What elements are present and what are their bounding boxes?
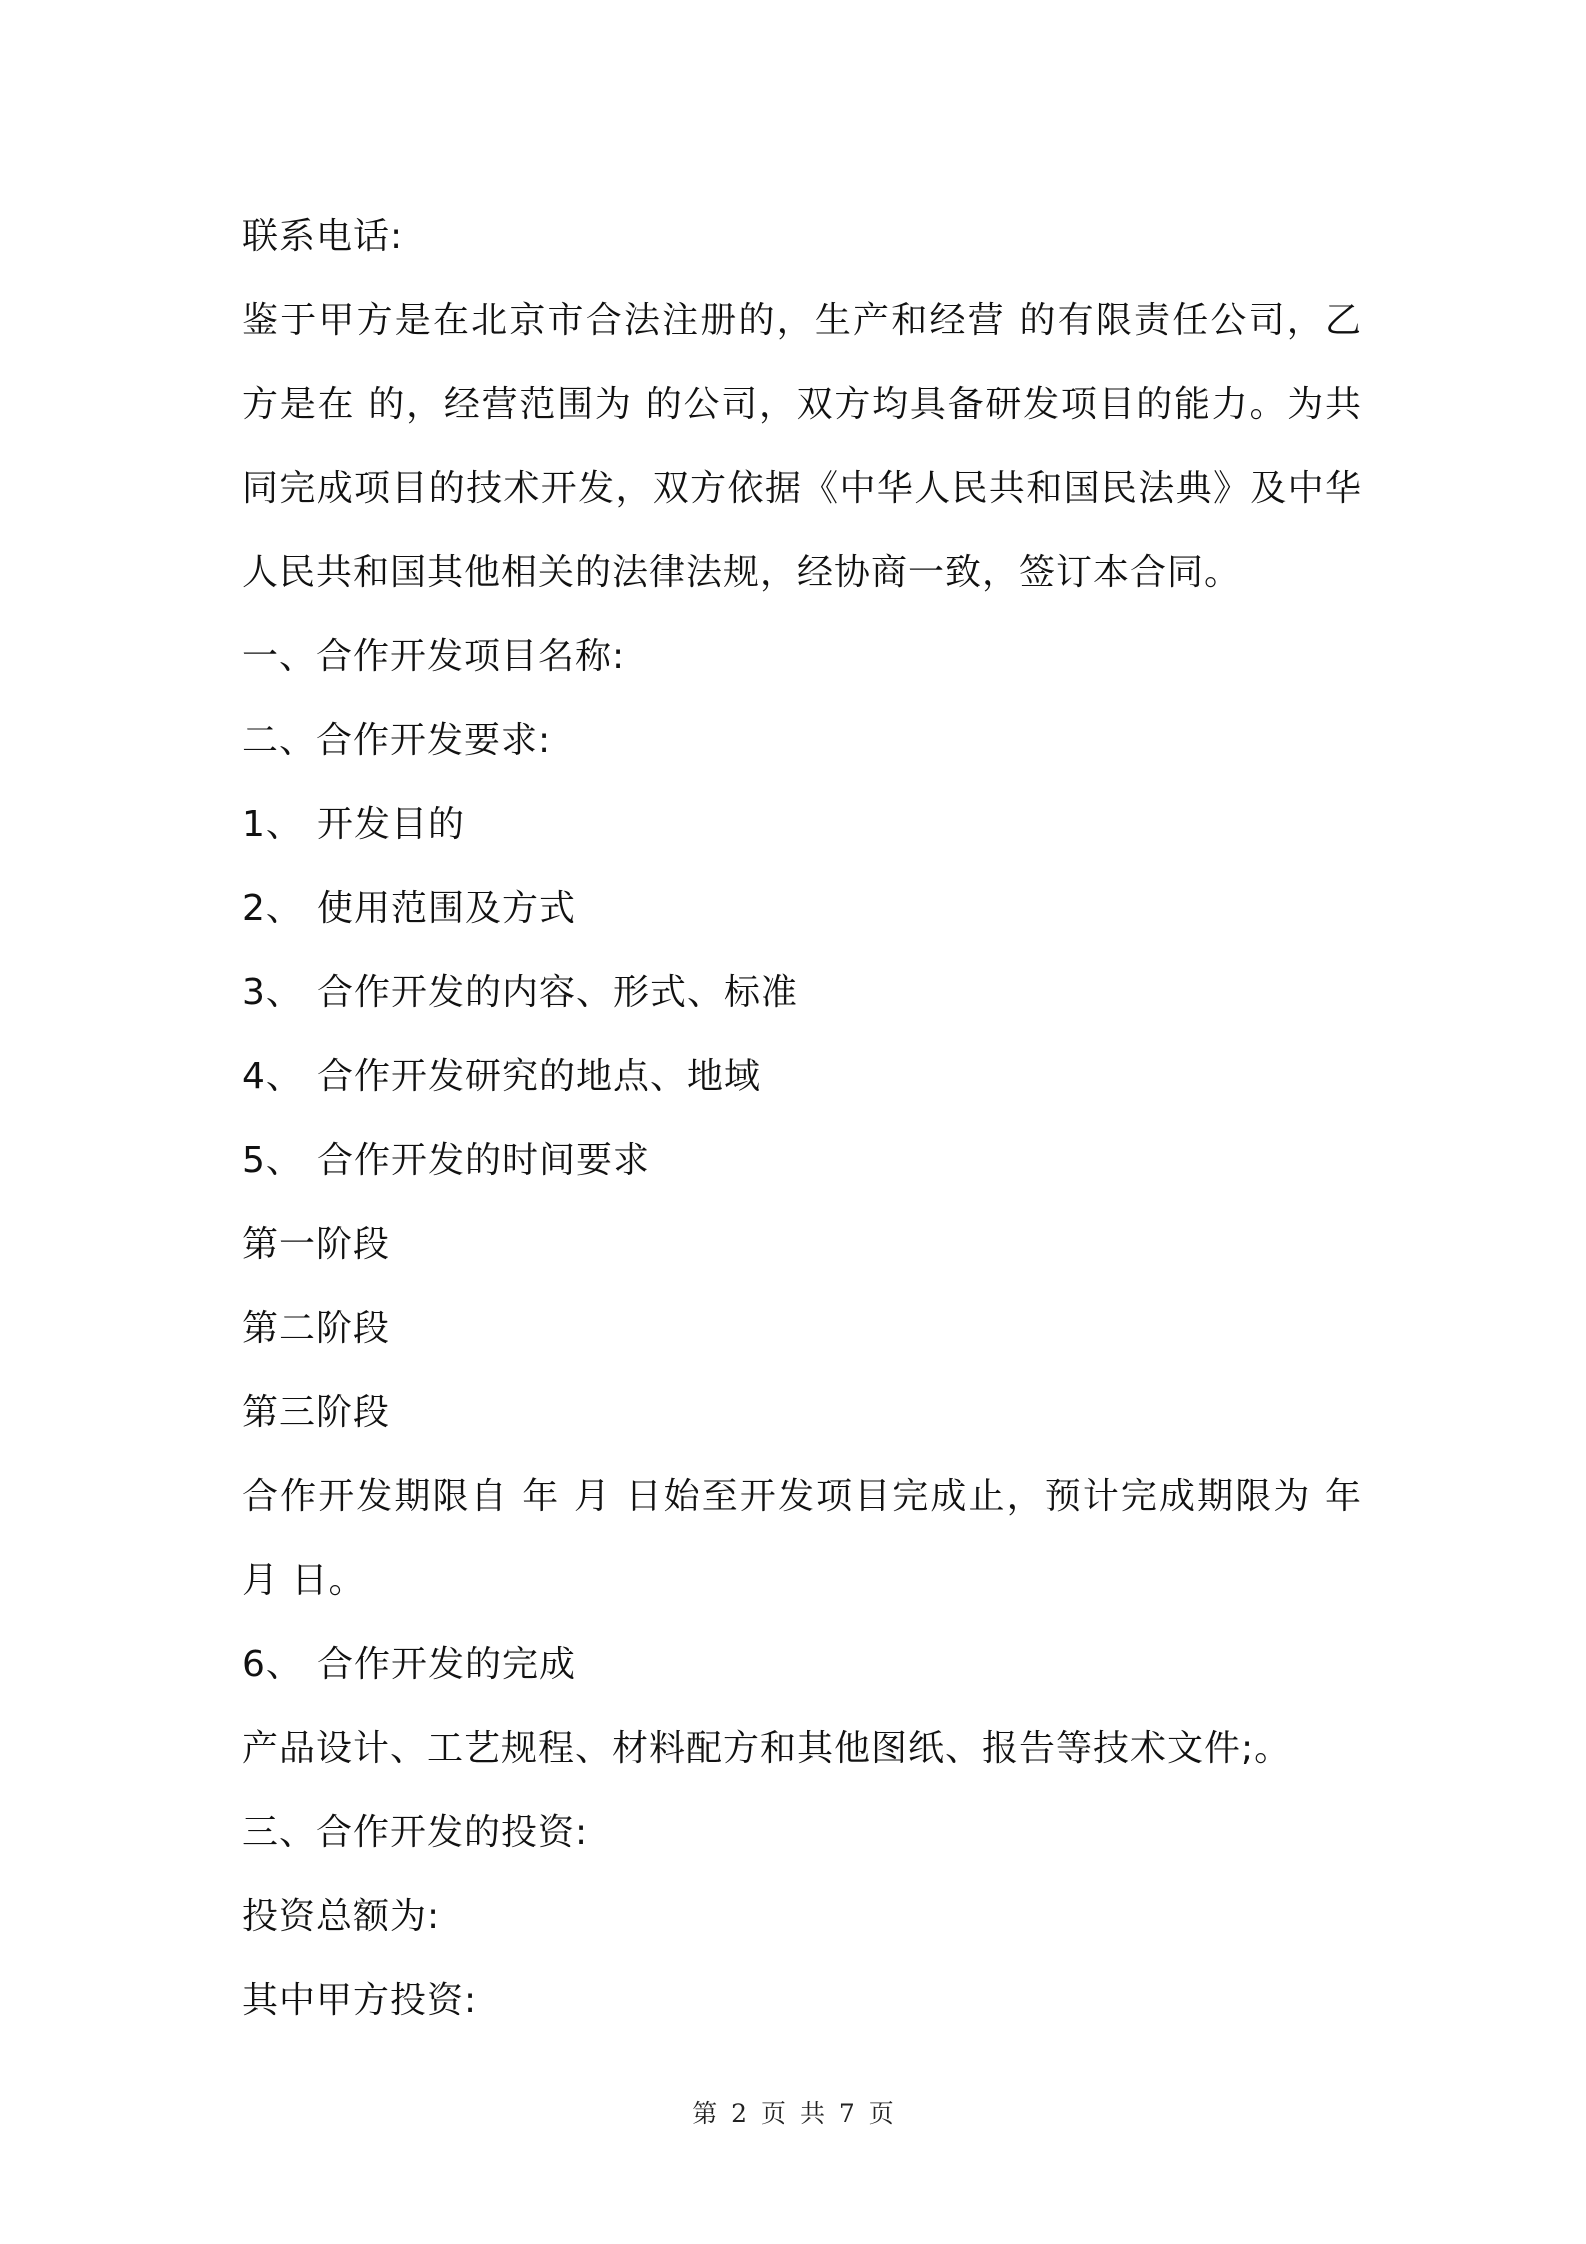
list-item bbox=[242, 1119, 1362, 1203]
list-item-text: 合作开发研究的地点、地域 bbox=[317, 1056, 762, 1097]
list-item-text: 使用范围及方式 bbox=[317, 888, 577, 929]
stage-1-line: 第一阶段 bbox=[242, 1224, 391, 1265]
section-2-heading: 二、合作开发要求: bbox=[242, 720, 552, 761]
list-item-number: 5、 bbox=[242, 1140, 303, 1181]
section-1-heading: 一、合作开发项目名称: bbox=[242, 636, 626, 677]
list-item bbox=[242, 1623, 1362, 1707]
deliverables-line: 产品设计、工艺规程、材料配方和其他图纸、报告等技术文件;。 bbox=[242, 1728, 1292, 1769]
list-item-number: 1、 bbox=[242, 804, 303, 845]
party-a-investment-line: 其中甲方投资: bbox=[242, 1980, 478, 2021]
list-item-number: 3、 bbox=[242, 972, 303, 1013]
list-item bbox=[242, 867, 1362, 951]
list-item-number: 2、 bbox=[242, 888, 303, 929]
stage-3-line: 第三阶段 bbox=[242, 1392, 391, 1433]
document-body bbox=[242, 195, 1362, 2043]
list-item bbox=[242, 783, 1362, 867]
list-item-number: 4、 bbox=[242, 1056, 303, 1097]
preamble-paragraph: 鉴于甲方是在北京市合法注册的，生产和经营 的有限责任公司，乙方是在 的，经营范围为 的公司，双方均具备研发项目的能力。为共同完成项目的技术开发，双方依据《中华人民共和国民法典》及中华人民共和国其他相关的法律法规，经协商一致，签订本合同。 bbox=[242, 300, 1362, 593]
page-number-footer: 第 2 页 共 7 页 bbox=[692, 2099, 894, 2128]
period-paragraph: 合作开发期限自 年 月 日始至开发项目完成止，预计完成期限为 年 月 日。 bbox=[242, 1476, 1362, 1601]
investment-total-line: 投资总额为: bbox=[242, 1896, 441, 1937]
list-item-text: 合作开发的完成 bbox=[317, 1644, 577, 1685]
stage-2-line: 第二阶段 bbox=[242, 1308, 391, 1349]
list-item-number: 6、 bbox=[242, 1644, 303, 1685]
list-item bbox=[242, 1035, 1362, 1119]
contact-phone-line: 联系电话: bbox=[242, 216, 404, 257]
section-3-heading: 三、合作开发的投资: bbox=[242, 1812, 589, 1853]
list-item bbox=[242, 951, 1362, 1035]
list-item-text: 合作开发的内容、形式、标准 bbox=[317, 972, 799, 1013]
list-item-text: 合作开发的时间要求 bbox=[317, 1140, 651, 1181]
list-item-text: 开发目的 bbox=[317, 804, 466, 845]
